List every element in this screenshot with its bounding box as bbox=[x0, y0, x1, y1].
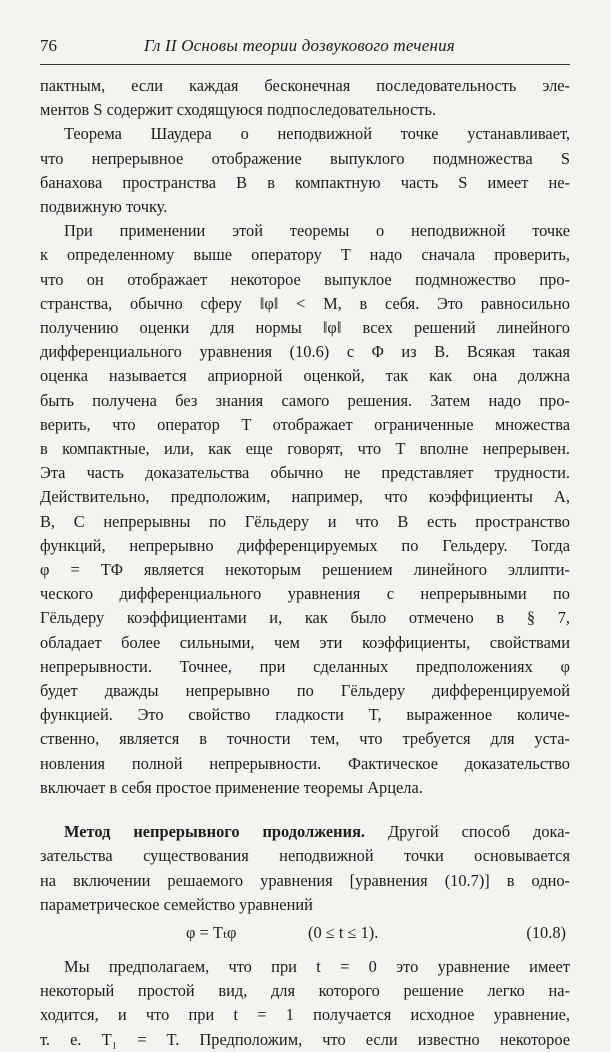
text-line: к определенному выше оператору T надо сначала проверить, bbox=[40, 245, 570, 265]
text-line: ходится, и что при t = 1 получается исходное уравнение, bbox=[40, 1005, 570, 1025]
section-heading: Метод непрерывного продолжения. bbox=[64, 822, 366, 842]
section-spacer bbox=[40, 800, 570, 820]
body-text bbox=[40, 74, 570, 1052]
text-line: Эта часть доказательства обычно не представляет трудности. bbox=[40, 463, 570, 483]
text-line: При применении этой теоремы о неподвижной точке bbox=[64, 221, 570, 241]
text-line: непрерывности. Точнее, при сделанных предположениях φ bbox=[40, 656, 570, 676]
text-line: параметрическое семейство уравнений bbox=[40, 894, 313, 914]
equation-range: (0 ≤ t ≤ 1). bbox=[308, 922, 379, 942]
text-line: обладает более сильными, чем эти коэффициенты, свойствами bbox=[40, 632, 570, 652]
text-line: оценка называется априорной оценкой, так как она должна bbox=[40, 366, 570, 386]
text-line: что непрерывное отображение выпуклого подмножества S bbox=[40, 148, 570, 168]
text-line: странства, обычно сферу ‖φ‖ < M, в себя. Это равносильно bbox=[40, 293, 570, 313]
text-line: включает в себя простое применение теоремы Арцела. bbox=[40, 777, 423, 797]
text-line: верить, что оператор T отображает ограниченные множества bbox=[40, 414, 570, 434]
text-line: функцией. Это свойство гладкости T, выраженное количе- bbox=[40, 705, 570, 725]
text-line: Гёльдеру коэффициентами и, как было отмечено в § 7, bbox=[40, 608, 570, 628]
running-title: Гл II Основы теории дозвукового течения bbox=[144, 36, 455, 55]
text-line: некоторый простой вид, для которого решение легко на- bbox=[40, 981, 570, 1001]
text-line: зательства существования неподвижной точки основывается bbox=[40, 846, 570, 866]
text-line bbox=[40, 820, 570, 844]
text-line: Мы предполагаем, что при t = 0 это уравнение имеет bbox=[64, 956, 570, 976]
text-line: быть получена без знания самого решения. Затем надо про- bbox=[40, 390, 570, 410]
text-line: на включении решаемого уравнения [уравнения (10.7)] в одно- bbox=[40, 870, 570, 890]
text-fragment: Другой способ дока- bbox=[365, 822, 570, 842]
text-line: т. е. T₁ = T. Предположим, что если известно некоторое bbox=[40, 1029, 570, 1049]
text-line: подвижную точку. bbox=[40, 197, 168, 217]
text-line: в компактные, или, как еще говорят, что T вполне непрерывен. bbox=[40, 439, 570, 459]
text-line: дифференциального уравнения (10.6) с Φ из B. Всякая такая bbox=[40, 342, 570, 362]
header-rule bbox=[40, 64, 570, 65]
text-line: ческого дифференциального уравнения с непрерывными по bbox=[40, 584, 570, 604]
text-line: φ = TΦ является некоторым решением линейного эллипти- bbox=[40, 560, 570, 580]
display-equation bbox=[40, 918, 570, 948]
text-line: новления полной непрерывности. Фактическое доказательство bbox=[40, 753, 570, 773]
text-line: ментов S содержит сходящуюся подпоследовательность. bbox=[40, 100, 437, 120]
text-line: пактным, если каждая бесконечная последовательность эле- bbox=[40, 76, 570, 95]
page-number: 76 bbox=[40, 36, 57, 55]
text-line: Теорема Шаудера о неподвижной точке устанавливает, bbox=[64, 124, 570, 144]
text-line: функций, непрерывно дифференцируемых по Гельдеру. Тогда bbox=[40, 535, 570, 555]
text-line: что он отображает некоторое выпуклое подмножество про- bbox=[40, 269, 570, 289]
text-line: Действительно, предположим, например, что коэффициенты A, bbox=[40, 487, 570, 507]
text-line: B, C непрерывны по Гёльдеру и что B есть пространство bbox=[40, 511, 570, 531]
page-header bbox=[40, 36, 570, 60]
text-line: будет дважды непрерывно по Гёльдеру дифференцируемой bbox=[40, 681, 570, 701]
equation-number: (10.8) bbox=[526, 922, 566, 942]
text-line: банахова пространства B в компактную часть S имеет не- bbox=[40, 172, 570, 192]
text-line: получению оценки для нормы ‖φ‖ всех решений линейного bbox=[40, 318, 570, 338]
equation-formula: φ = Tₜφ bbox=[186, 922, 237, 942]
text-line: ственно, является в точности тем, что требуется для уста- bbox=[40, 729, 570, 749]
